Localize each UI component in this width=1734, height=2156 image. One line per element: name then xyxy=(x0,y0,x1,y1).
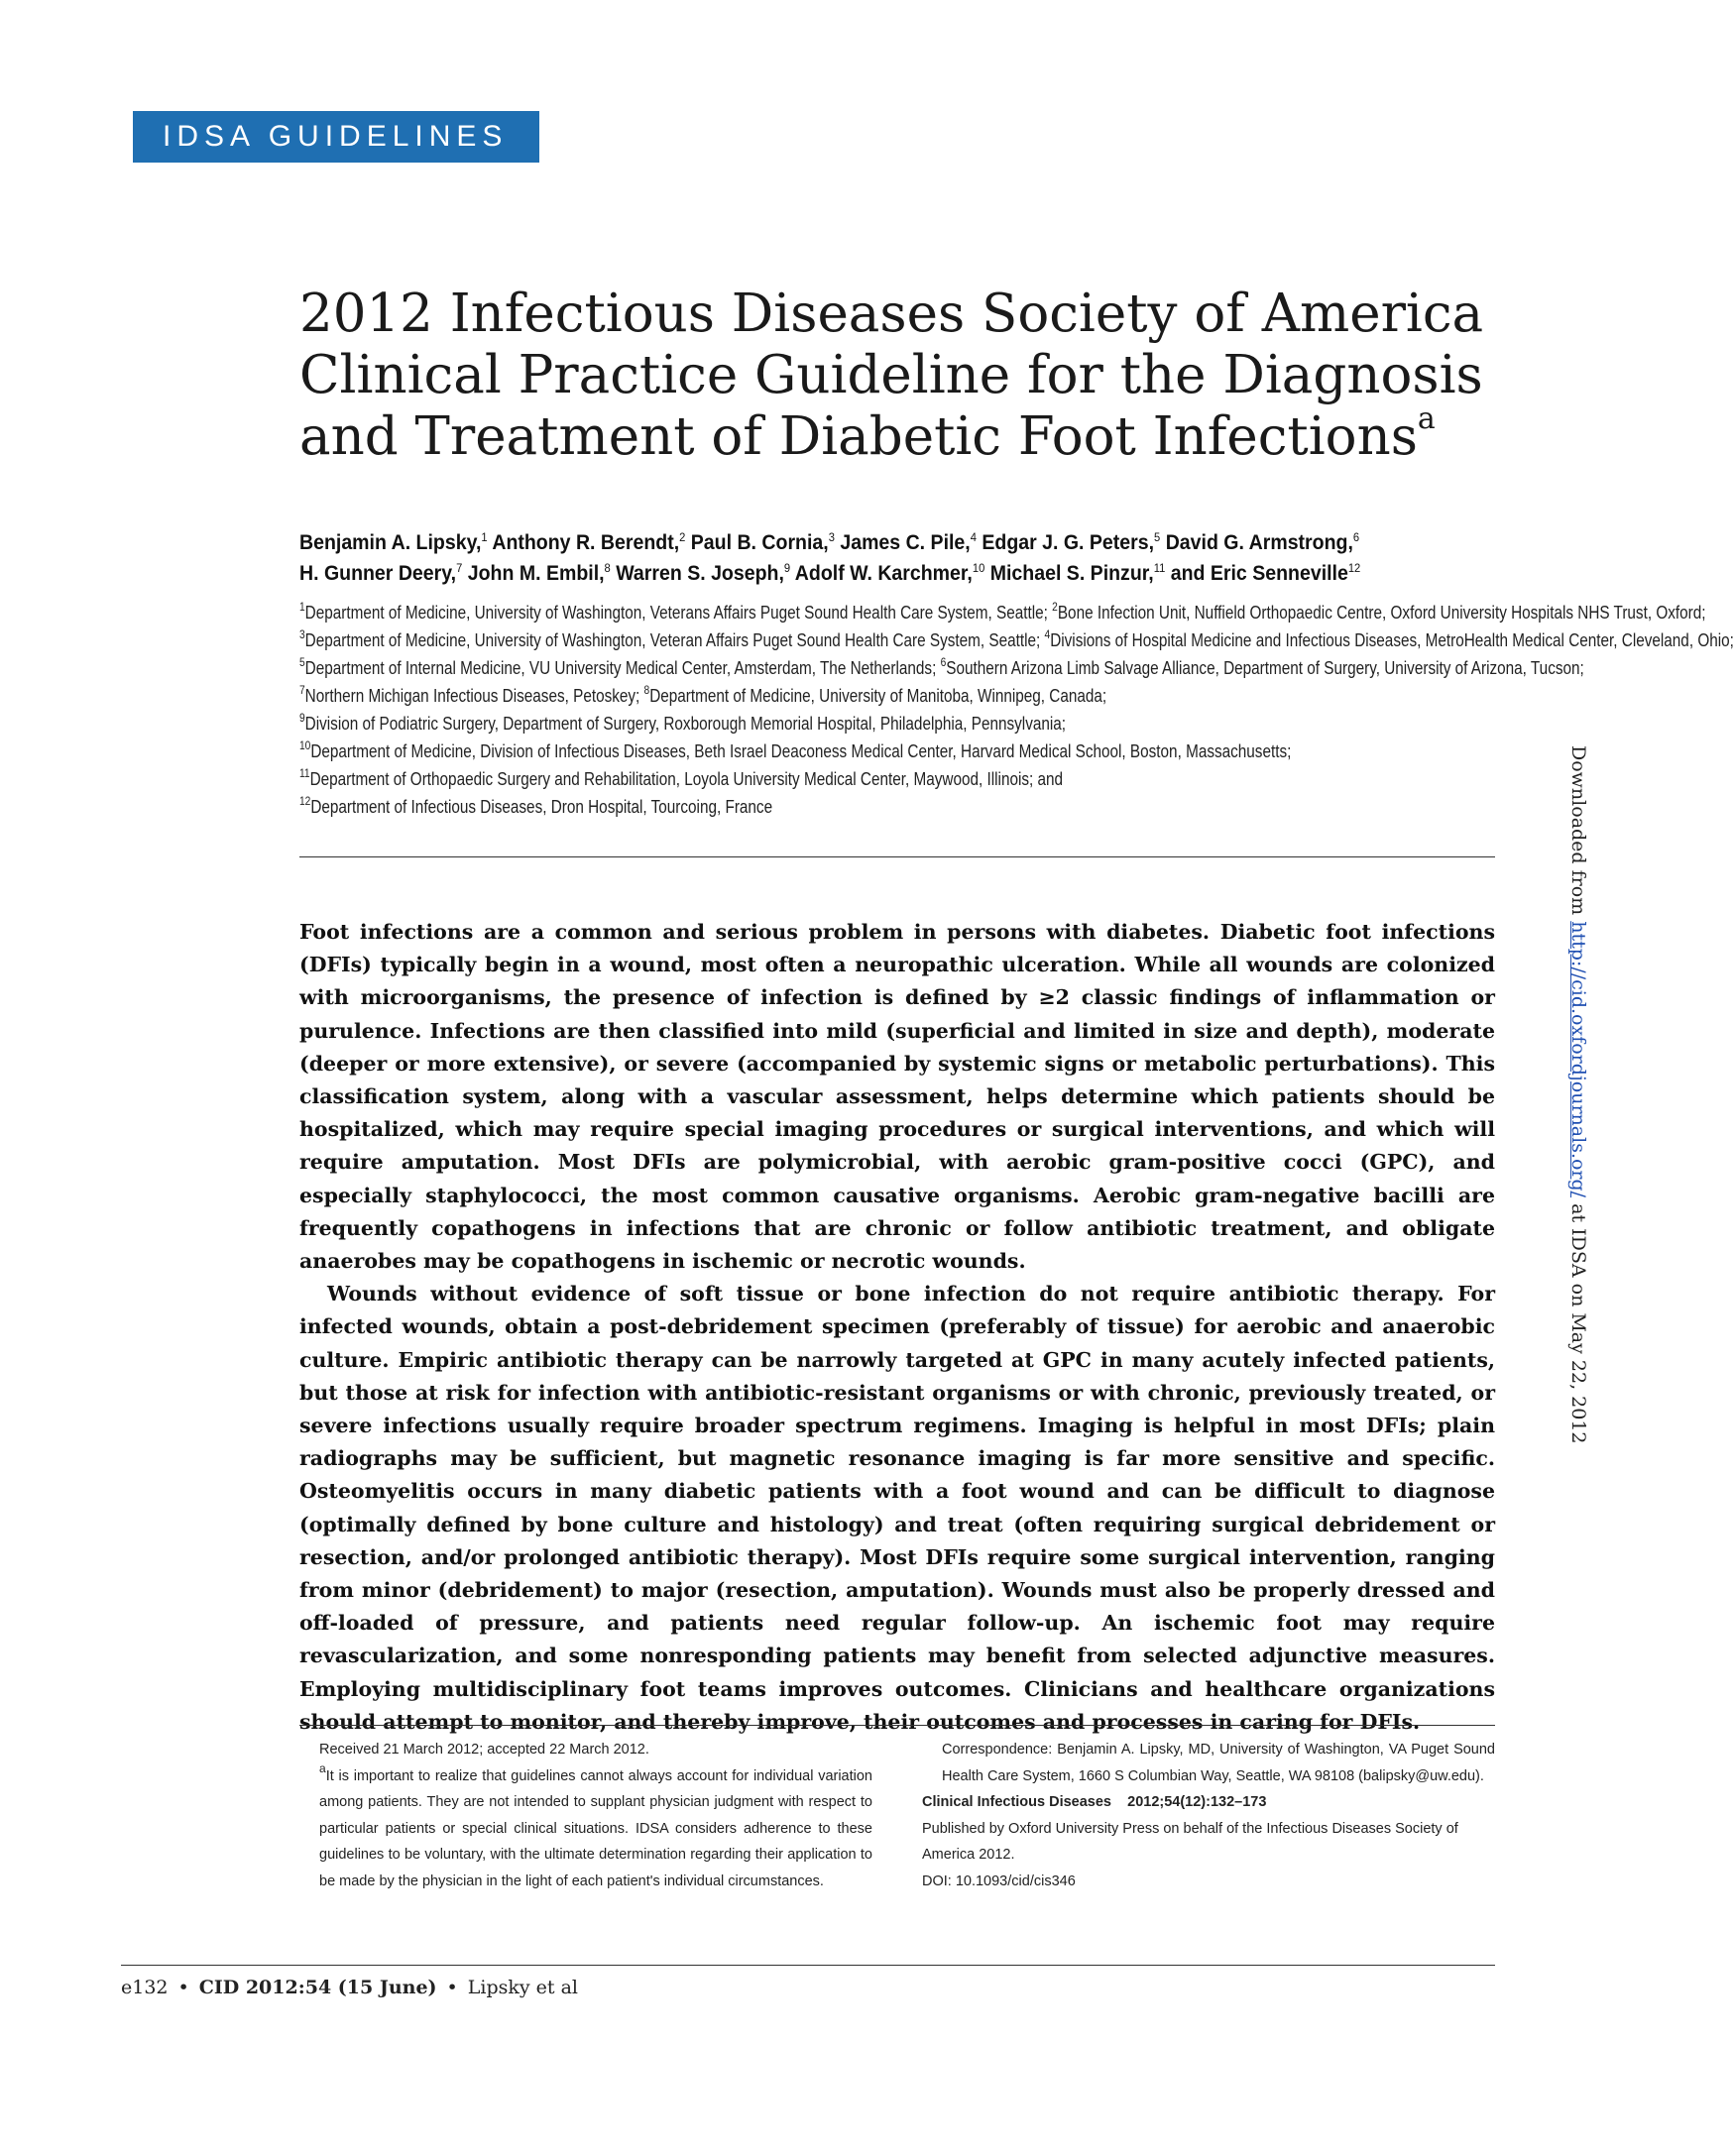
journal-citation xyxy=(922,1789,1495,1816)
affiliation-line xyxy=(299,765,1344,793)
footer-divider xyxy=(121,1965,1495,1966)
affiliation-text: Department of Medicine, University of Manitoba, Winnipeg, Canada; xyxy=(649,686,1107,706)
affiliation-list xyxy=(299,599,1734,821)
author-name: Anthony R. Berendt, xyxy=(492,531,680,554)
author-name: Michael S. Pinzur, xyxy=(989,562,1154,585)
author-line xyxy=(299,558,1415,589)
affiliation-number: 1 xyxy=(299,600,305,614)
affiliation-text: Division of Podiatric Surgery, Department of Surgery, Roxborough Memorial Hospital, Philadelphia, Pennsylvania; xyxy=(304,714,1067,734)
author-list xyxy=(299,527,1415,589)
title-line: Clinical Practice Guideline for the Diagnosis xyxy=(299,345,1483,405)
author-affiliation-mark: 4 xyxy=(970,530,977,544)
affiliation-text: Southern Arizona Limb Salvage Alliance, Department of Surgery, University of Arizona, Tucson; xyxy=(946,658,1584,678)
author-affiliation-mark: 7 xyxy=(456,561,463,575)
footer-authors: Lipsky et al xyxy=(467,1977,578,1998)
abstract-paragraph: Wounds without evidence of soft tissue or bone infection do not require antibiotic therapy. For infected wounds, obtain a post-debridement specimen (preferably of tissue) for aerobic and anaerobic culture. Empiric antibiotic therapy can be narrowly targeted at GPC in many acutely infected patients, but those at risk for infection with antibiotic-resistant organisms or with chronic, previously treated, or severe infections usually require broader spectrum regimens. Imaging is helpful in most DFIs; plain radiographs may be sufficient, but magnetic resonance imaging is far more sensitive and specific. Osteomyelitis occurs in many diabetic patients with a foot wound and can be difficult to diagnose (optimally defined by bone culture and histology) and treat (often requiring surgical debridement or resection, and/or prolonged antibiotic therapy). Most DFIs require some surgical intervention, ranging from minor (debridement) to major (resection, amputation). Wounds must also be properly dressed and off-loaded of pressure, and patients need regular follow-up. An ischemic foot may require revascularization, and some nonresponding patients may benefit from selected adjunctive measures. Employing multidisciplinary foot teams improves outcomes. Clinicians and healthcare organizations should attempt to monitor, and thereby improve, their outcomes and processes in caring for DFIs. xyxy=(299,1282,1495,1734)
author-name: Edgar J. G. Peters, xyxy=(982,531,1155,554)
author-name: James C. Pile, xyxy=(840,531,971,554)
affiliation-text: Department of Medicine, University of Washington, Veterans Affairs Puget Sound Health Care System, Seattle; xyxy=(304,603,1053,623)
header-divider xyxy=(299,856,1495,857)
footnotes-left xyxy=(299,1737,872,1894)
author-affiliation-mark: 1 xyxy=(481,530,488,544)
affiliation-number: 9 xyxy=(299,711,305,725)
affiliation-number: 5 xyxy=(299,655,305,669)
doi: DOI: 10.1093/cid/cis346 xyxy=(922,1872,1076,1889)
author-affiliation-mark: 9 xyxy=(783,561,791,575)
affiliation-text: Department of Orthopaedic Surgery and Rehabilitation, Loyola University Medical Center, Maywood, Illinois; and xyxy=(309,769,1064,789)
publisher-note: Published by Oxford University Press on behalf of the Infectious Diseases Society of America 2012. xyxy=(922,1820,1458,1863)
download-note-prefix: Downloaded from xyxy=(1567,745,1589,922)
affiliation-number: 3 xyxy=(299,627,305,641)
author-name: and Eric Senneville xyxy=(1170,562,1348,585)
affiliation-line xyxy=(299,793,1344,821)
affiliation-line xyxy=(299,599,1706,626)
footer-separator: • xyxy=(446,1977,458,1998)
affiliation-text: Department of Internal Medicine, VU University Medical Center, Amsterdam, The Netherlands; xyxy=(304,658,941,678)
title-line: 2012 Infectious Diseases Society of America xyxy=(299,284,1484,344)
received-date: Received 21 March 2012; accepted 22 March 2012. xyxy=(319,1742,649,1758)
author-affiliation-mark: 8 xyxy=(604,561,611,575)
affiliation-number: 2 xyxy=(1052,600,1058,614)
page-number: e132 xyxy=(121,1977,169,1998)
guideline-note xyxy=(299,1760,872,1895)
abstract xyxy=(299,916,1495,1739)
guideline-note-text: It is important to realize that guidelines cannot always account for individual variation among patients. They are not intended to supplant physician judgment with respect to particular patients or special clinical situations. IDSA considers adherence to these guidelines to be voluntary, with the ultimate determination regarding their application to be made by the physician in the light of each patient's individual circumstances. xyxy=(319,1767,872,1889)
journal-volume: 2012;54(12):132–173 xyxy=(1127,1794,1267,1810)
affiliation-line xyxy=(299,682,1344,710)
author-affiliation-mark: 10 xyxy=(972,561,985,575)
affiliation-line xyxy=(299,738,1344,765)
affiliation-number: 4 xyxy=(1044,627,1051,641)
author-name: Benjamin A. Lipsky, xyxy=(299,531,482,554)
title-line-text: and Treatment of Diabetic Foot Infections xyxy=(299,406,1418,467)
affiliation-number: 12 xyxy=(299,794,311,808)
affiliation-text: Department of Infectious Diseases, Dron Hospital, Tourcoing, France xyxy=(310,797,773,817)
author-affiliation-mark: 6 xyxy=(1352,530,1360,544)
author-name: John M. Embil, xyxy=(467,562,605,585)
author-affiliation-mark: 11 xyxy=(1153,561,1166,575)
affiliation-text: Bone Infection Unit, Nuffield Orthopaedic Centre, Oxford University Hospitals NHS Trust, Oxford; xyxy=(1057,603,1706,623)
affiliation-line xyxy=(299,710,1344,738)
affiliation-text: Divisions of Hospital Medicine and Infectious Diseases, MetroHealth Medical Center, Cleveland, Ohio; xyxy=(1050,630,1734,650)
article-title xyxy=(299,284,1489,468)
affiliation-text: Department of Medicine, Division of Infectious Diseases, Beth Israel Deaconess Medical Center, Harvard Medical School, Boston, Massachusetts; xyxy=(310,741,1292,761)
author-affiliation-mark: 3 xyxy=(828,530,835,544)
affiliation-number: 6 xyxy=(940,655,947,669)
affiliation-text: Department of Medicine, University of Washington, Veteran Affairs Puget Sound Health Care System, Seattle; xyxy=(304,630,1045,650)
footer-separator: • xyxy=(177,1977,189,1998)
affiliation-number: 7 xyxy=(299,683,305,697)
footnotes-right xyxy=(922,1737,1495,1894)
section-banner: IDSA GUIDELINES xyxy=(133,111,539,163)
author-name: Paul B. Cornia, xyxy=(690,531,829,554)
affiliation-number: 11 xyxy=(299,766,310,780)
affiliation-number: 10 xyxy=(299,738,311,752)
title-footnote-link[interactable]: a xyxy=(1417,401,1436,436)
author-name: Warren S. Joseph, xyxy=(616,562,784,585)
affiliation-number: 8 xyxy=(643,683,650,697)
download-note-suffix: at IDSA on May 22, 2012 xyxy=(1567,1197,1589,1444)
footer-journal: CID 2012:54 (15 June) xyxy=(198,1977,437,1998)
journal-name: Clinical Infectious Diseases xyxy=(922,1794,1111,1810)
affiliation-line xyxy=(299,654,1584,682)
author-affiliation-mark: 5 xyxy=(1154,530,1161,544)
correspondence: Correspondence: Benjamin A. Lipsky, MD, University of Washington, VA Puget Sound Health Care System, 1660 S Columbian Way, Seattle, WA 98108 (balipsky@uw.edu). xyxy=(942,1742,1495,1784)
page-footer xyxy=(121,1977,815,1998)
author-name: Adolf W. Karchmer, xyxy=(794,562,973,585)
author-affiliation-mark: 12 xyxy=(1347,561,1361,575)
author-name: David G. Armstrong, xyxy=(1165,531,1353,554)
author-name: H. Gunner Deery, xyxy=(299,562,457,585)
affiliation-text: Northern Michigan Infectious Diseases, Petoskey; xyxy=(304,686,644,706)
footnote-mark: a xyxy=(319,1760,326,1775)
download-note xyxy=(1563,745,1593,1444)
author-line xyxy=(299,527,1415,558)
abstract-paragraph: Foot infections are a common and serious problem in persons with diabetes. Diabetic foot infections (DFIs) typically begin in a wound, most often a neuropathic ulceration. While all wounds are colonized with microorganisms, the presence of infection is defined by ≥2 classic findings of inflammation or purulence. Infections are then classified into mild (superficial and limited in size and depth), moderate (deeper or more extensive), or severe (accompanied by systemic signs or metabolic perturbations). This classification system, along with a vascular assessment, helps determine which patients should be hospitalized, which may require special imaging procedures or surgical interventions, and which will require amputation. Most DFIs are polymicrobial, with aerobic gram-positive cocci (GPC), and especially staphylococci, the most common causative organisms. Aerobic gram-negative bacilli are frequently copathogens in infections that are chronic or follow antibiotic treatment, and obligate anaerobes may be copathogens in ischemic or necrotic wounds. xyxy=(299,920,1495,1274)
author-affiliation-mark: 2 xyxy=(679,530,686,544)
journal-link[interactable]: http://cid.oxfordjournals.org/ xyxy=(1567,921,1589,1198)
affiliation-line xyxy=(299,626,1734,654)
title-line xyxy=(299,401,1489,468)
footnote-divider xyxy=(299,1725,1495,1726)
